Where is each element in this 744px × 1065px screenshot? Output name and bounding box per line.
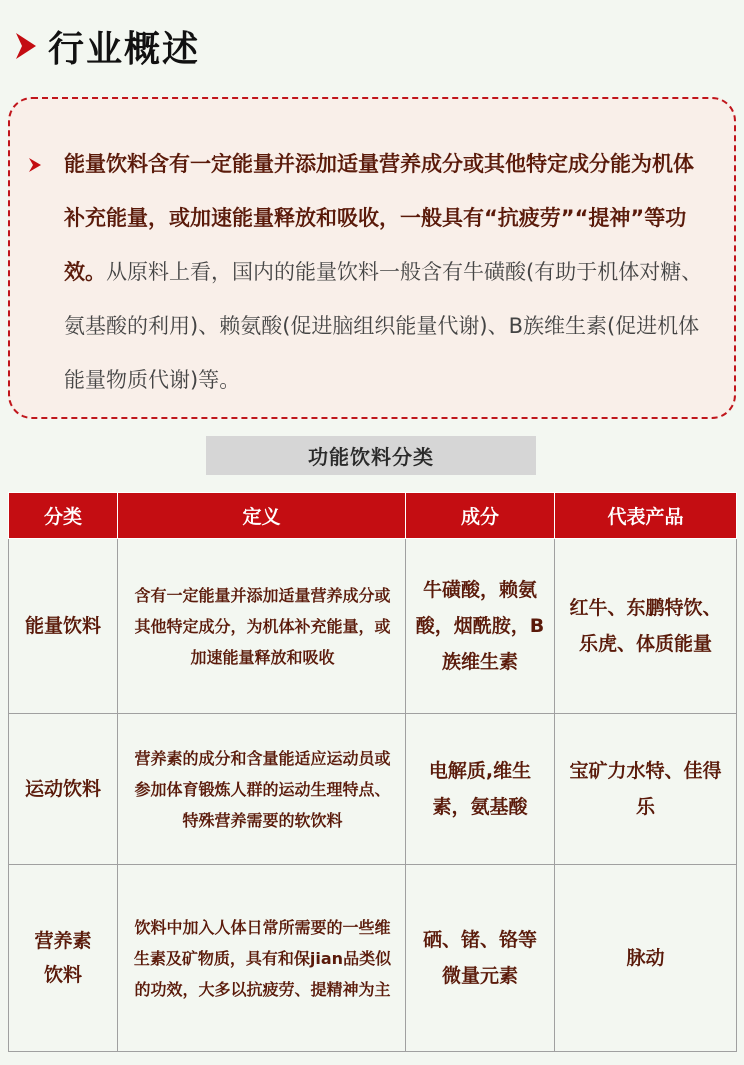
section-header — [14, 20, 200, 72]
classification-table — [8, 492, 737, 1052]
arrow-bullet-icon — [14, 31, 38, 61]
ingredients-cell: 电解质,维生素，氨基酸 — [406, 714, 555, 865]
page-title: 行业概述 — [48, 28, 201, 70]
category-cell: 营养素饮料 — [9, 865, 118, 1052]
column-header-products: 代表产品 — [555, 493, 737, 539]
table-row — [9, 714, 737, 865]
definition-cell: 营养素的成分和含量能适应运动员或参加体育锻炼人群的运动生理特点、特殊营养需要的软饮料 — [118, 714, 406, 865]
intro-paragraph — [64, 137, 714, 407]
products-cell: 宝矿力水特、佳得乐 — [555, 714, 737, 865]
products-cell: 脉动 — [555, 865, 737, 1052]
definition-cell: 饮料中加入人体日常所需要的一些维生素及矿物质，具有和保jian品类似的功效，大多以抗疲劳、提精神为主 — [118, 865, 406, 1052]
table-row — [9, 865, 737, 1052]
definition-cell: 含有一定能量并添加适量营养成分或其他特定成分，为机体补充能量，或加速能量释放和吸收 — [118, 539, 406, 714]
products-cell: 红牛、东鹏特饮、乐虎、体质能量 — [555, 539, 737, 714]
category-cell: 运动饮料 — [9, 714, 118, 865]
arrow-bullet-icon — [28, 157, 42, 173]
column-header-category: 分类 — [9, 493, 118, 539]
intro-bold-text: 能量饮料含有一定能量并添加适量营养成分或其他特定成分能为机体补充能量，或加速能量释放和吸收，一般具有“抗疲劳”“提神”等功效。 — [64, 152, 694, 284]
ingredients-cell: 硒、锗、铬等微量元素 — [406, 865, 555, 1052]
table-caption: 功能饮料分类 — [206, 436, 536, 475]
column-header-ingredients: 成分 — [406, 493, 555, 539]
table-row — [9, 539, 737, 714]
category-cell: 能量饮料 — [9, 539, 118, 714]
table-header-row — [9, 493, 737, 539]
intro-box — [8, 97, 736, 419]
intro-normal-text: 从原料上看，国内的能量饮料一般含有牛磺酸(有助于机体对糖、氨基酸的利用)、赖氨酸(促进脑组织能量代谢)、B族维生素(促进机体能量物质代谢)等。 — [64, 260, 703, 392]
column-header-definition: 定义 — [118, 493, 406, 539]
ingredients-cell: 牛磺酸，赖氨酸，烟酰胺，B 族维生素 — [406, 539, 555, 714]
